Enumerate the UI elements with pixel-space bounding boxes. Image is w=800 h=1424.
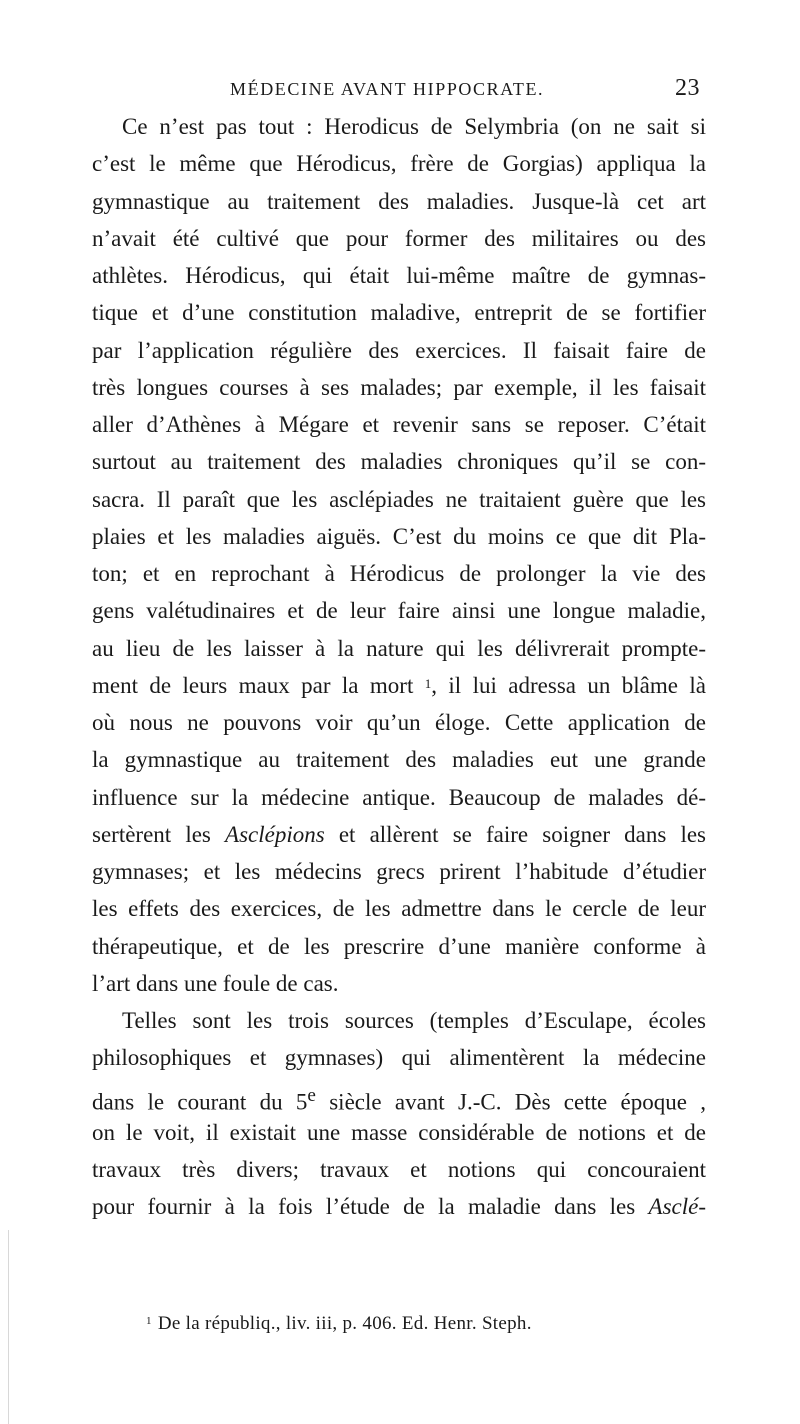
text-line: où nous ne pouvons voir qu’un éloge. Cette application de [92,710,706,735]
text-line [92,667,706,704]
text-line: c’est le même que Hérodicus, frère de Gorgias) appliqua la [92,151,706,177]
text-line: la gymnastique au traitement des maladies eut une grande [92,747,706,773]
footnote-reference: 1 [424,675,432,691]
body-text [92,108,706,1226]
italic-term: Asclé- [648,1194,706,1220]
footnote-text: De la républiq., liv. iii, p. 406. Ed. Henr. Steph. [157,1313,532,1334]
text-line: tique et d’une constitution maladive, entreprit de se fortifier [92,300,706,326]
text-line [92,1077,706,1114]
text-line [92,1188,706,1225]
text-line: n’avait été cultivé que pour former des militaires ou des [92,225,706,251]
text-line: par l’application régulière des exercices. Il faisait faire de [92,337,706,363]
text-line: plaies et les maladies aiguës. C’est du moins ce que dit Pla- [92,523,706,549]
text-line: travaux très divers; travaux et notions qui concouraient [92,1157,706,1182]
text-line: influence sur la médecine antique. Beaucoup de malades dé- [92,784,706,810]
text-line: Ce n’est pas tout : Herodicus de Selymbria (on ne sait si [122,114,706,139]
text-span: siècle avant J.-C. Dès cette époque , [315,1089,706,1115]
text-line: gymnases; et les médecins grecs prirent l’habitude d’étudier [92,859,706,884]
text-span: ment de leurs maux par la mort [92,672,414,698]
text-span: pour fournir à la fois l’étude de la maladie dans les [92,1194,636,1220]
text-line [92,816,706,853]
text-line: on le voit, il existait une masse considérable de notions et de [92,1119,706,1145]
text-line: au lieu de les laisser à la nature qui les délivrerait prompte- [92,635,706,661]
page-number: 23 [675,75,700,101]
running-title: MÉDECINE AVANT HIPPOCRATE. [230,79,545,99]
text-line: surtout au traitement des maladies chroniques qu’il se con- [92,449,706,475]
italic-term: Asclépions [225,821,325,847]
text-span: et allèrent se faire soigner dans les [324,821,706,847]
text-line: très longues courses à ses malades; par exemple, il les faisait [92,374,706,400]
text-line: gymnastique au traitement des maladies. Jusque-là cet art [92,188,706,214]
text-line: thérapeutique, et de les prescrire d’une manière conforme à [92,933,706,959]
page-edge-line [8,1230,9,1424]
text-line: les effets des exercices, de les admettre dans le cercle de leur [92,896,706,922]
running-head [230,75,700,109]
text-line: l’art dans une foule de cas. [92,970,339,996]
footnote [146,1313,532,1335]
text-span: dans le courant du 5 [92,1089,308,1115]
superscript: e [307,1084,316,1106]
footnote-marker: 1 [146,1315,152,1327]
text-line: philosophiques et gymnases) qui alimentèrent la médecine [92,1045,706,1071]
text-line: gens valétudinaires et de leur faire ainsi une longue maladie, [92,598,706,624]
text-line: sacra. Il paraît que les asclépiades ne traitaient guère que les [92,486,706,512]
text-span: , il lui adressa un blâme là [431,672,706,698]
text-line: athlètes. Hérodicus, qui était lui-même maître de gymnas- [92,263,706,288]
text-line: ton; et en reprochant à Hérodicus de prolonger la vie des [92,561,706,586]
text-line: aller d’Athènes à Mégare et revenir sans se reposer. C’était [92,412,706,437]
text-line: Telles sont les trois sources (temples d’Esculape, écoles [122,1008,706,1033]
text-span: sertèrent les [92,821,211,847]
